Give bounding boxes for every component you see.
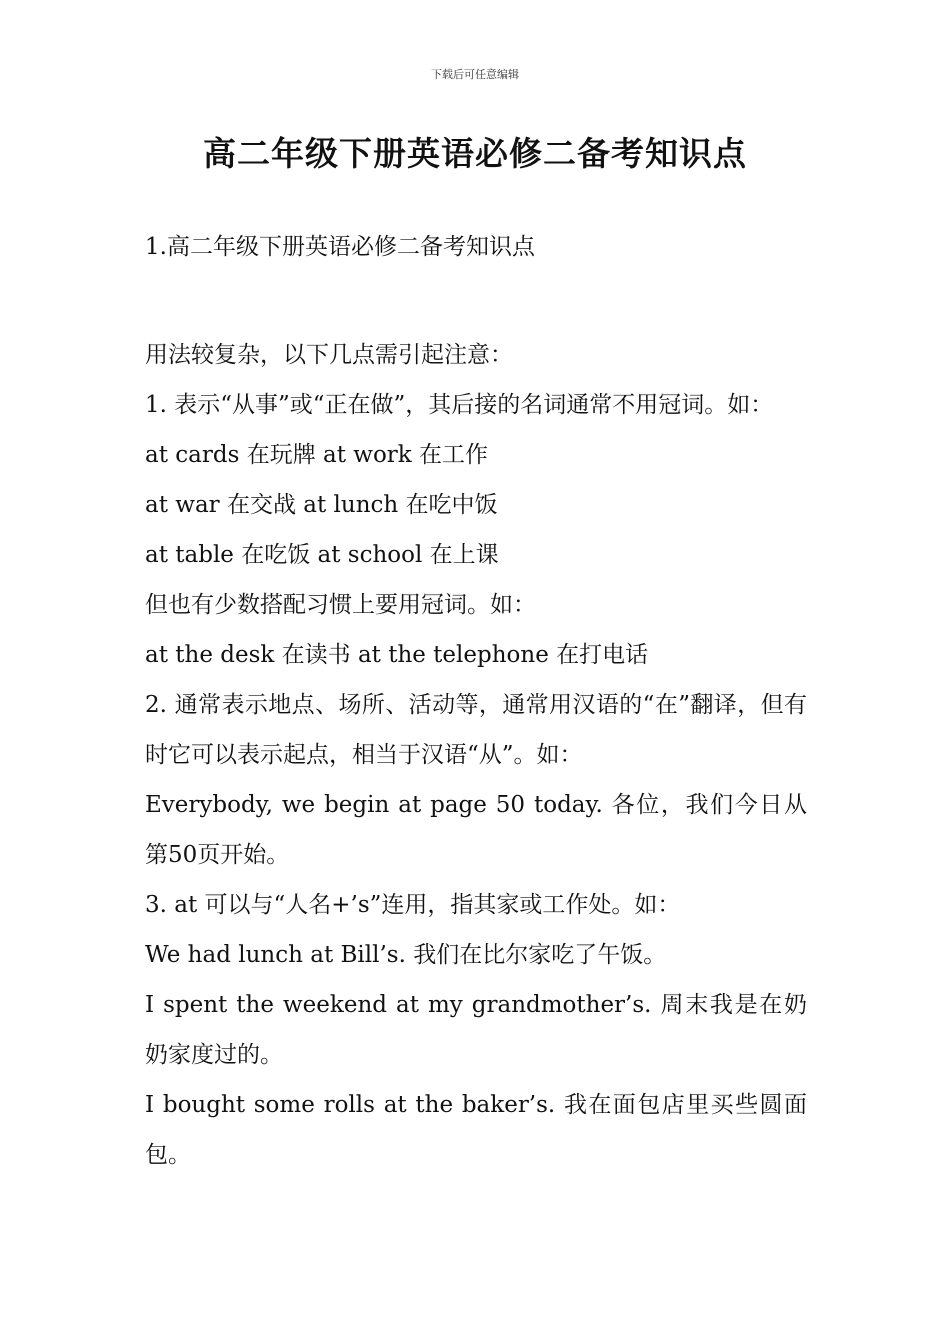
example-line: I spent the weekend at my grandmother’s. 周末我是在奶奶家度过的。 bbox=[145, 992, 807, 1068]
document-body bbox=[145, 330, 807, 1180]
document-title: 高二年级下册英语必修二备考知识点 bbox=[203, 134, 747, 173]
section-heading: 1.高二年级下册英语必修二备考知识点 bbox=[145, 234, 535, 260]
example-line: Everybody, we begin at page 50 today. 各位，我们今日从第50页开始。 bbox=[145, 792, 807, 868]
header-note: 下载后可任意编辑 bbox=[431, 68, 519, 81]
paragraph: 2. 通常表示地点、场所、活动等，通常用汉语的“在”翻译，但有时它可以表示起点，相当于汉语“从”。如： bbox=[145, 692, 807, 768]
example-line: at cards 在玩牌 at work 在工作 bbox=[145, 442, 489, 468]
example-line: at the desk 在读书 at the telephone 在打电话 bbox=[145, 642, 649, 668]
paragraph: 但也有少数搭配习惯上要用冠词。如： bbox=[145, 592, 536, 618]
example-line: at table 在吃饭 at school 在上课 bbox=[145, 542, 499, 568]
paragraph: 3. at 可以与“人名+’s”连用，指其家或工作处。如： bbox=[145, 892, 681, 918]
example-line: We had lunch at Bill’s. 我们在比尔家吃了午饭。 bbox=[145, 942, 667, 968]
paragraph: 1. 表示“从事”或“正在做”，其后接的名词通常不用冠词。如： bbox=[145, 392, 774, 418]
example-line: I bought some rolls at the baker’s. 我在面包店里买些圆面包。 bbox=[145, 1092, 807, 1168]
example-line: at war 在交战 at lunch 在吃中饭 bbox=[145, 492, 498, 518]
paragraph: 用法较复杂，以下几点需引起注意： bbox=[145, 342, 513, 368]
